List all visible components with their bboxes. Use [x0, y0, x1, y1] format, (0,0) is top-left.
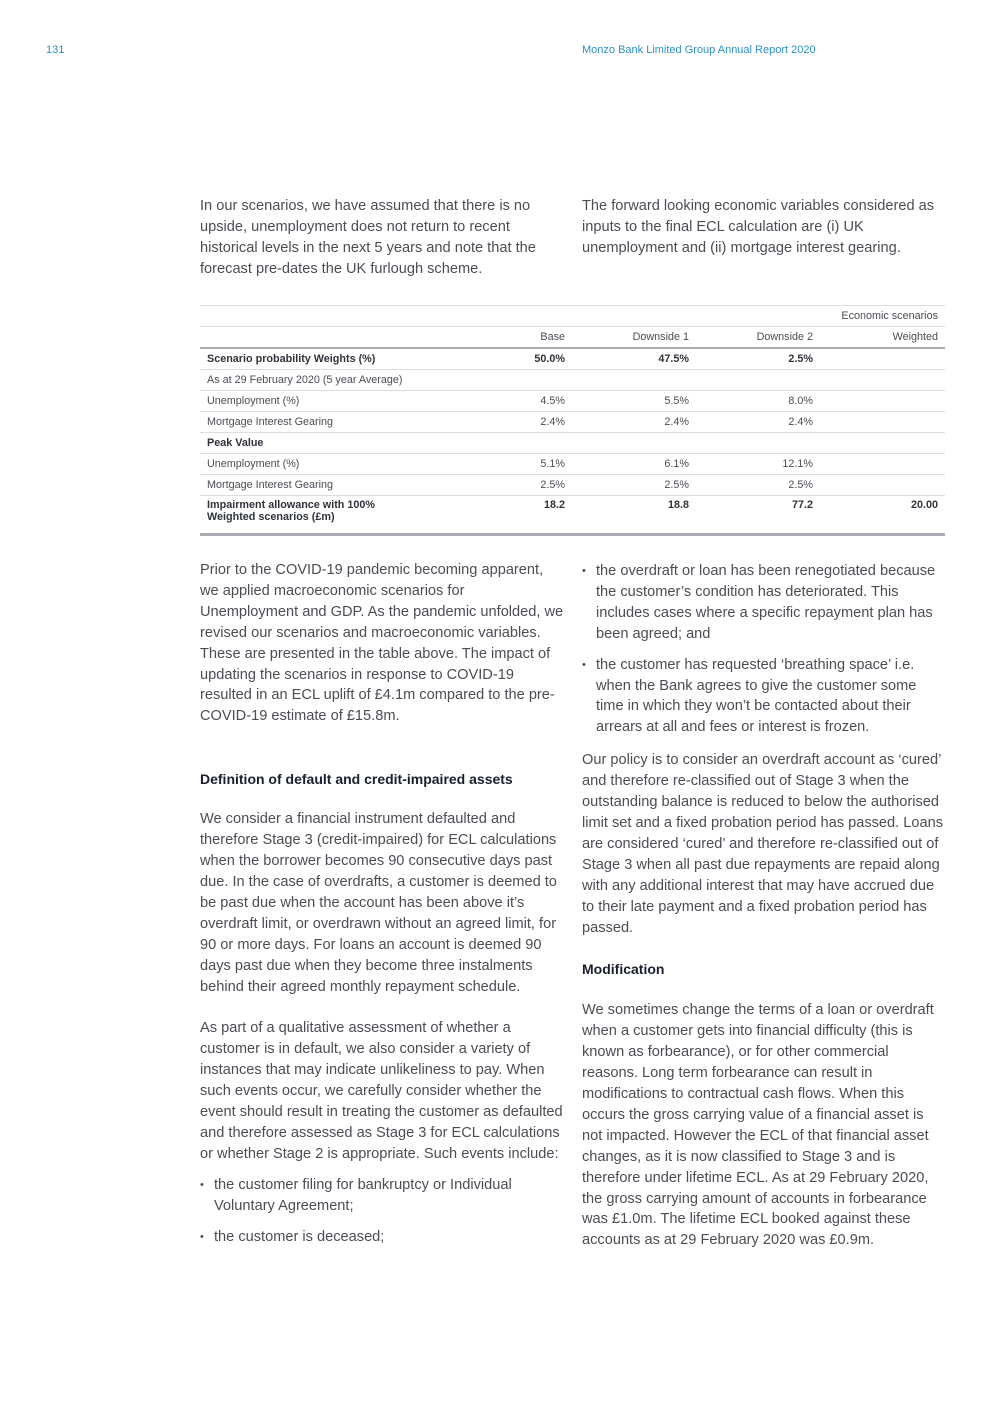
column-header-base: Base: [447, 327, 572, 349]
cell-downside-2: 2.4%: [696, 412, 820, 433]
cell-downside-1: 6.1%: [572, 454, 696, 475]
modification-heading: Modification: [582, 961, 665, 978]
list-item: [200, 1175, 564, 1217]
scenarios-table: [200, 305, 945, 536]
list-item: [200, 1227, 564, 1248]
list-item-text: the customer has requested ‘breathing space’ i.e. when the Bank agrees to give the customer some time in which they won’t be contacted about their arrears at all and fees or interest is frozen.: [596, 656, 917, 736]
cell-downside-1: [572, 433, 696, 454]
row-label-line-2: Weighted scenarios (£m): [207, 511, 335, 523]
intro-left-paragraph: In our scenarios, we have assumed that there is no upside, unemployment does not return to recent historical levels in the next 5 years and note that the forecast pre-dates the UK furlough scheme.: [200, 198, 536, 277]
list-item-text: the overdraft or loan has been renegotiated because the customer’s condition has deteriorated. This includes cases where a specific repayment plan has been agreed; and: [596, 563, 936, 642]
row-label: [200, 496, 447, 535]
cell-weighted: [820, 475, 945, 496]
column-header-downside-2: Downside 2: [696, 327, 820, 349]
cell-downside-2: [696, 370, 820, 391]
bullet-icon: •: [200, 1178, 204, 1191]
cell-base: 2.4%: [447, 412, 572, 433]
default-heading: Definition of default and credit-impaired assets: [200, 771, 513, 788]
cell-downside-1: [572, 370, 696, 391]
report-title: Monzo Bank Limited Group Annual Report 2020: [582, 44, 816, 56]
cell-weighted: [820, 433, 945, 454]
cell-downside-2: 77.2: [696, 496, 820, 535]
default-paragraph: We consider a financial instrument defaulted and therefore Stage 3 (credit-impaired) for ECL calculations when the borrower becomes 90 consecutive days past due. In the case of overdrafts, a customer is deemed to be past due when the account has been above it’s overdraft limit, or overdrawn without an agreed limit, for 90 or more days. For loans an account is deemed 90 days past due when they become three instalments behind their agreed monthly repayment schedule.: [200, 811, 557, 995]
table-row: [200, 412, 945, 433]
bullet-icon: •: [582, 658, 586, 671]
row-label-line-1: Impairment allowance with 100%: [207, 499, 376, 511]
cell-downside-1: 2.4%: [572, 412, 696, 433]
table-row: [200, 433, 945, 454]
table-row: [200, 370, 945, 391]
cell-downside-1: 2.5%: [572, 475, 696, 496]
economic-scenarios-table: [200, 305, 945, 536]
table-row: [200, 475, 945, 496]
intro-left: [200, 196, 564, 280]
covid-paragraph: Prior to the COVID-19 pandemic becoming apparent, we applied macroeconomic scenarios for Unemployment and GDP. As the pandemic unfolded, we revised our scenarios and macroeconomic variables. These are presented in the table above. The impact of updating the scenarios in response to COVID-19 resulted in an ECL uplift of £4.1m compared to the pre-COVID-19 estimate of £15.8m.: [200, 562, 564, 725]
cell-weighted: [820, 454, 945, 475]
row-label: Unemployment (%): [200, 454, 447, 475]
cell-downside-1: 47.5%: [572, 348, 696, 370]
cell-base: 2.5%: [447, 475, 572, 496]
cell-weighted: [820, 391, 945, 412]
column-header-downside-1: Downside 1: [572, 327, 696, 349]
table-row: [200, 348, 945, 370]
cell-weighted: [820, 348, 945, 370]
bullet-icon: •: [582, 565, 586, 577]
cured-policy-paragraph: Our policy is to consider an overdraft account as ‘cured’ and therefore re-classified out of Stage 3 when the outstanding balance is reduced to below the authorised limit set and a fixed probation period has passed. Loans are considered ‘cured’ and therefore re-classified out of Stage 3 when all past due repayments are repaid along with any additional interest that may have accrued due to their late payment and a fixed probation period has passed.: [582, 752, 944, 936]
right-column: [582, 561, 946, 1251]
cell-base: 5.1%: [447, 454, 572, 475]
cell-weighted: [820, 412, 945, 433]
intro-right: [582, 196, 946, 259]
default-events-list-continued: [582, 561, 946, 738]
row-label: As at 29 February 2020 (5 year Average): [200, 370, 447, 391]
table-group-header-row: [200, 306, 945, 327]
cell-downside-2: 12.1%: [696, 454, 820, 475]
list-item: [582, 655, 946, 739]
cell-downside-2: 2.5%: [696, 475, 820, 496]
page-number: 131: [46, 44, 65, 56]
cell-downside-2: [696, 433, 820, 454]
row-label: Unemployment (%): [200, 391, 447, 412]
intro-right-paragraph: The forward looking economic variables considered as inputs to the final ECL calculation are (i) UK unemployment and (ii) mortgage interest gearing.: [582, 198, 935, 256]
cell-downside-1: 5.5%: [572, 391, 696, 412]
list-item: [582, 561, 946, 645]
cell-downside-1: 18.8: [572, 496, 696, 535]
cell-base: 50.0%: [447, 348, 572, 370]
row-label: Mortgage Interest Gearing: [200, 412, 447, 433]
table-column-header-row: [200, 327, 945, 349]
economic-scenarios-label: Economic scenarios: [696, 306, 945, 327]
row-label: Mortgage Interest Gearing: [200, 475, 447, 496]
cell-base: [447, 370, 572, 391]
list-item-text: the customer filing for bankruptcy or Individual Voluntary Agreement;: [214, 1176, 512, 1214]
cell-downside-2: 8.0%: [696, 391, 820, 412]
qualitative-paragraph: As part of a qualitative assessment of whether a customer is in default, we also consider a variety of instances that may indicate unlikeliness to pay. When such events occur, we carefully consider whether the event should result in treating the customer as defaulted and therefore assessed as Stage 3 for ECL calculations or whether Stage 2 is appropriate. Such events include:: [200, 1020, 563, 1162]
cell-base: 18.2: [447, 496, 572, 535]
cell-base: 4.5%: [447, 391, 572, 412]
cell-weighted: 20.00: [820, 496, 945, 535]
column-header-weighted: Weighted: [820, 327, 945, 349]
bullet-icon: •: [200, 1230, 204, 1243]
table-row: [200, 454, 945, 475]
left-column: [200, 560, 564, 1257]
cell-downside-2: 2.5%: [696, 348, 820, 370]
modification-paragraph: We sometimes change the terms of a loan or overdraft when a customer gets into financial difficulty (this is known as forbearance), or for other commercial reasons. Long term forbearance can result in modifications to contractual cash flows. When this occurs the gross carrying value of a financial asset is not impacted. However the ECL of that financial asset changes, as it is now classified to Stage 3 and is therefore under lifetime ECL. As at 29 February 2020, the gross carrying amount of accounts in forbearance was £1.0m. The lifetime ECL booked against these accounts as at 29 February 2020 was £0.9m.: [582, 1002, 934, 1249]
default-events-list: [200, 1175, 564, 1248]
table-row-impairment-allowance: [200, 496, 945, 535]
table-row: [200, 391, 945, 412]
cell-weighted: [820, 370, 945, 391]
cell-base: [447, 433, 572, 454]
row-label: Peak Value: [200, 433, 447, 454]
row-label: Scenario probability Weights (%): [200, 348, 447, 370]
list-item-text: the customer is deceased;: [214, 1228, 385, 1245]
